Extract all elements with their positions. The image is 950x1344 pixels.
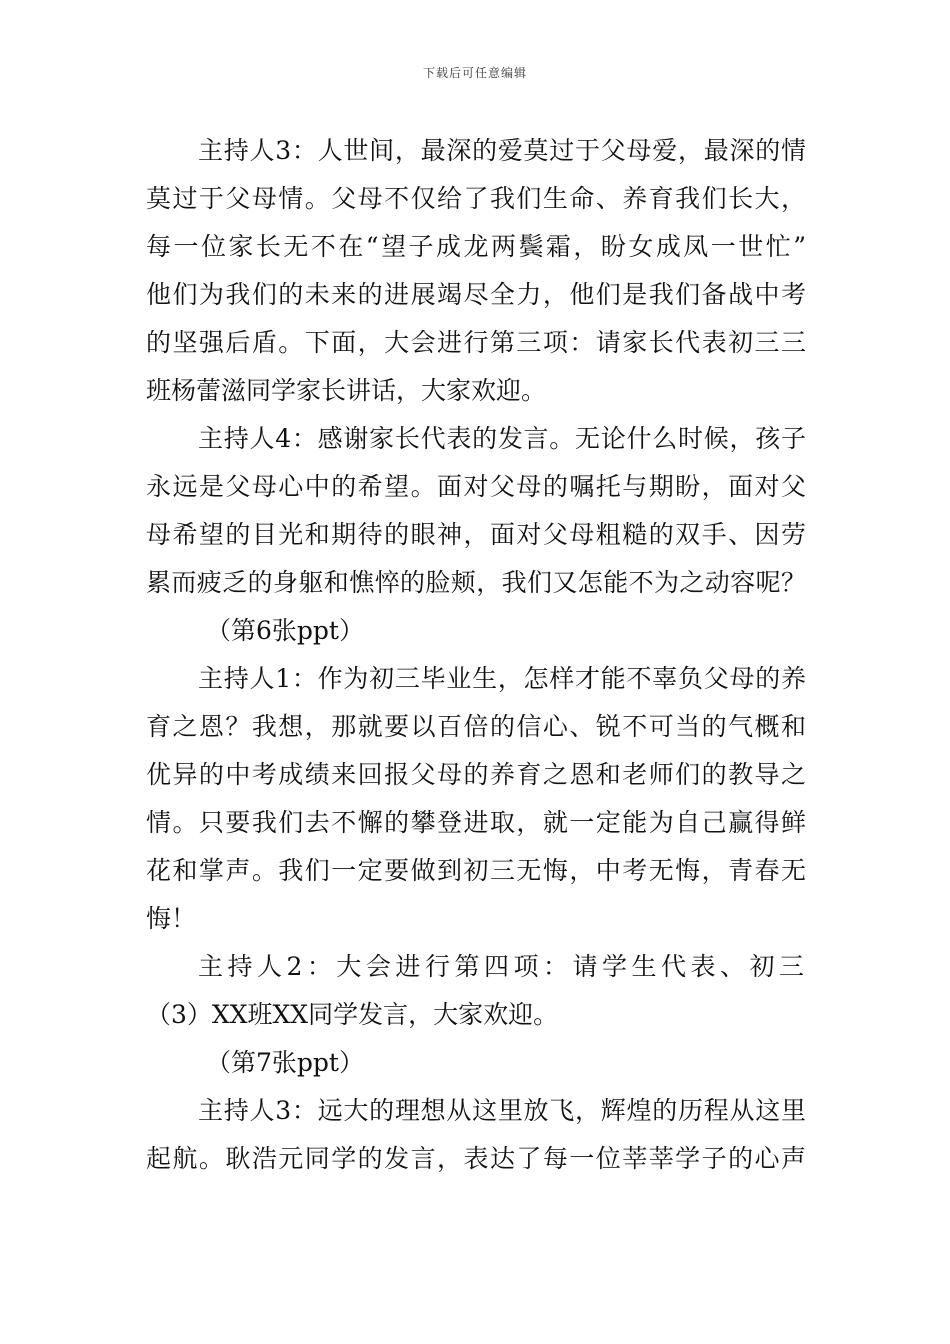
paragraph-line: 每一位家长无不在“望子成龙两鬓霜，盼女成凤一世忙”	[146, 232, 806, 261]
paragraph-line: 主持人4：感谢家长代表的发言。无论什么时候，孩子	[198, 424, 806, 453]
paragraph-line: （3）XX班XX同学发言，大家欢迎。	[146, 1000, 559, 1029]
document-body	[146, 127, 806, 1183]
paragraph-line: 的坚强后盾。下面，大会进行第三项：请家长代表初三三	[146, 328, 806, 357]
paragraph-line: 起航。耿浩元同学的发言，表达了每一位莘莘学子的心声	[146, 1144, 806, 1173]
paragraph-line: 主持人3：远大的理想从这里放飞，辉煌的历程从这里	[198, 1096, 806, 1125]
paragraph-line: 主持人1：作为初三毕业生，怎样才能不辜负父母的养	[198, 664, 806, 693]
paragraph-line: 情。只要我们去不懈的攀登进取，就一定能为自己赢得鲜	[146, 808, 806, 837]
paragraph-line: 永远是父母心中的希望。面对父母的嘱托与期盼，面对父	[146, 472, 806, 501]
paragraph-line: 悔！	[146, 904, 197, 933]
paragraph-line: 优异的中考成绩来回报父母的养育之恩和老师们的教导之	[146, 760, 806, 789]
paragraph-line: 花和掌声。我们一定要做到初三无悔，中考无悔，青春无	[146, 856, 806, 885]
paragraph-line: 母希望的目光和期待的眼神，面对父母粗糙的双手、因劳	[146, 520, 806, 549]
paragraph-line: 累而疲乏的身躯和憔悴的脸颊，我们又怎能不为之动容呢？	[146, 568, 806, 597]
paragraph-line: 班杨蕾滋同学家长讲话，大家欢迎。	[146, 376, 547, 405]
paragraph-line: 莫过于父母情。父母不仅给了我们生命、养育我们长大，	[146, 184, 806, 213]
slide-note: （第6张ppt）	[206, 616, 364, 645]
slide-note: （第7张ppt）	[206, 1048, 364, 1077]
paragraph-line: 育之恩？我想，那就要以百倍的信心、锐不可当的气概和	[146, 712, 806, 741]
paragraph-line: 主持人3：人世间，最深的爱莫过于父母爱，最深的情	[198, 136, 806, 165]
page-header-note: 下载后可任意编辑	[422, 66, 527, 80]
paragraph-line: 他们为我们的未来的进展竭尽全力，他们是我们备战中考	[146, 280, 806, 309]
paragraph-line: 主持人2：大会进行第四项：请学生代表、初三	[198, 952, 806, 981]
